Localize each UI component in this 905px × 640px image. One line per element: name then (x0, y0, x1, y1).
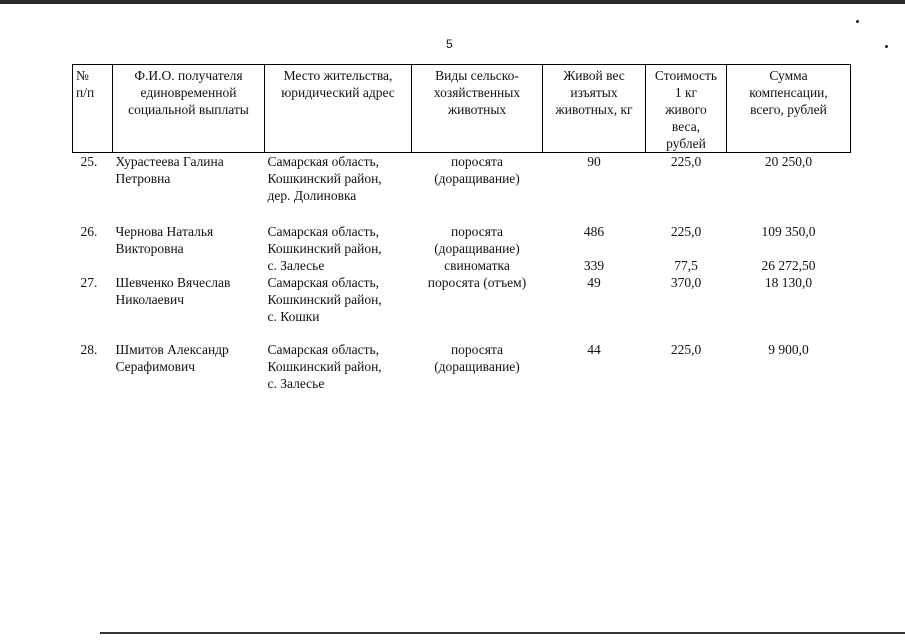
header-text-line: юридический адрес (281, 85, 395, 100)
address-line: с. Кошки (267, 309, 320, 324)
table-row (73, 153, 851, 224)
scan-speck (885, 45, 888, 48)
scan-top-edge (0, 0, 905, 4)
recipient-name-line: Николаевич (115, 292, 185, 307)
header-text-line: рублей (666, 136, 706, 151)
compensation-sum-value: 9 900,0 (768, 342, 809, 357)
compensation-sum-cell (727, 341, 851, 392)
price-per-kg-cell (646, 153, 727, 224)
compensation-sum-value: 20 250,0 (764, 154, 813, 169)
address-line: Кошкинский район, (267, 241, 382, 256)
compensation-sum-value: 26 272,50 (761, 258, 816, 273)
header-text-line: Стоимость (654, 68, 718, 83)
price-per-kg-cell (646, 341, 727, 392)
table-header-row (73, 65, 851, 153)
price-per-kg-value: 225,0 (670, 342, 702, 357)
live-weight-value: 90 (587, 154, 601, 169)
live-weight-cell (543, 341, 646, 392)
address-line: Самарская область, (267, 275, 380, 290)
animal-type-line: (доращивание) (434, 359, 520, 374)
address-line: с. Залесье (267, 258, 325, 273)
compensation-sum-cell (727, 274, 851, 341)
price-per-kg-cell (646, 223, 727, 274)
address-line: Кошкинский район, (267, 359, 382, 374)
animal-type-cell (412, 341, 543, 392)
address-line: Самарская область, (267, 154, 380, 169)
header-text-line: животных (447, 102, 507, 117)
header-address (265, 65, 412, 153)
address-line: Самарская область, (267, 342, 380, 357)
live-weight-cell (543, 274, 646, 341)
header-text-line: единовременной (140, 85, 237, 100)
row-number-cell (73, 341, 113, 392)
header-text-line: Сумма (769, 68, 808, 83)
animal-type-line: поросята (450, 154, 504, 169)
row-number: 25. (80, 154, 98, 169)
recipient-name-line: Серафимович (115, 359, 196, 374)
row-number-cell (73, 153, 113, 224)
header-text-line: социальной выплаты (128, 102, 249, 117)
live-weight-value: 486 (583, 224, 605, 239)
address-cell (265, 223, 412, 274)
header-text-line: всего, рублей (750, 102, 827, 117)
header-text-line: компенсации, (749, 85, 828, 100)
live-weight-cell (543, 153, 646, 224)
recipient-name-line: Хурастеева Галина (115, 154, 224, 169)
recipient-name-cell (113, 274, 265, 341)
recipient-name-cell (113, 223, 265, 274)
live-weight-cell (543, 223, 646, 274)
live-weight-value: 49 (587, 275, 601, 290)
address-line: Кошкинский район, (267, 292, 382, 307)
header-animal-type (412, 65, 543, 153)
table-row (73, 223, 851, 274)
header-text-line: п/п (76, 85, 95, 100)
price-per-kg-cell (646, 274, 727, 341)
header-text-line: животных, кг (555, 102, 633, 117)
header-text-line: № (76, 68, 89, 83)
compensation-sum-cell (727, 223, 851, 274)
compensation-sum-cell (727, 153, 851, 224)
header-text-line: Живой вес (563, 68, 625, 83)
header-text-line: веса, (671, 119, 701, 134)
table-row (73, 341, 851, 392)
table-body (73, 153, 851, 393)
address-cell (265, 274, 412, 341)
address-line: Самарская область, (267, 224, 380, 239)
price-per-kg-value: 370,0 (670, 275, 702, 290)
recipient-name-line: Петровна (115, 171, 171, 186)
header-text-line: живого (665, 102, 707, 117)
scan-speck (856, 20, 859, 23)
header-text-line: изъятых (570, 85, 618, 100)
table-row (73, 274, 851, 341)
address-line: дер. Долиновка (267, 188, 357, 203)
header-text-line: Виды сельско- (435, 68, 519, 83)
live-weight-value: 339 (583, 258, 605, 273)
row-number-cell (73, 223, 113, 274)
address-line: Кошкинский район, (267, 171, 382, 186)
header-compensation-sum (727, 65, 851, 153)
animal-type-line: поросята (450, 342, 504, 357)
animal-type-cell (412, 274, 543, 341)
price-per-kg-value: 225,0 (670, 224, 702, 239)
animal-type-cell (412, 153, 543, 224)
scan-bottom-edge (100, 632, 905, 634)
row-number: 26. (80, 224, 98, 239)
header-text-line: 1 кг (674, 85, 698, 100)
price-per-kg-value: 225,0 (670, 154, 702, 169)
header-recipient-name (113, 65, 265, 153)
live-weight-value: 44 (587, 342, 601, 357)
row-number-cell (73, 274, 113, 341)
animal-type-line: поросята (отъем) (427, 275, 527, 290)
recipient-name-line: Шмитов Александр (115, 342, 229, 357)
page-number: 5 (446, 37, 453, 51)
recipient-name-line: Чернова Наталья (115, 224, 214, 239)
address-line: с. Залесье (267, 376, 325, 391)
header-text-line: Место жительства, (283, 68, 393, 83)
header-text-line: хозяйственных (433, 85, 521, 100)
recipient-name-cell (113, 341, 265, 392)
recipient-name-line: Шевченко Вячеслав (115, 275, 231, 290)
compensation-sum-value: 109 350,0 (761, 224, 816, 239)
row-number: 27. (80, 275, 98, 290)
header-text-line: Ф.И.О. получателя (134, 68, 243, 83)
row-number: 28. (80, 342, 98, 357)
header-live-weight (543, 65, 646, 153)
animal-type-line: поросята (450, 224, 504, 239)
address-cell (265, 153, 412, 224)
animal-type-line: свиноматка (444, 258, 510, 273)
header-price-per-kg (646, 65, 727, 153)
animal-type-line: (доращивание) (434, 241, 520, 256)
animal-type-cell (412, 223, 543, 274)
recipient-name-cell (113, 153, 265, 224)
price-per-kg-value: 77,5 (674, 258, 698, 273)
recipient-name-line: Викторовна (115, 241, 184, 256)
compensation-sum-value: 18 130,0 (764, 275, 813, 290)
compensation-table (72, 64, 851, 392)
address-cell (265, 341, 412, 392)
header-number (73, 65, 113, 153)
animal-type-line: (доращивание) (434, 171, 520, 186)
